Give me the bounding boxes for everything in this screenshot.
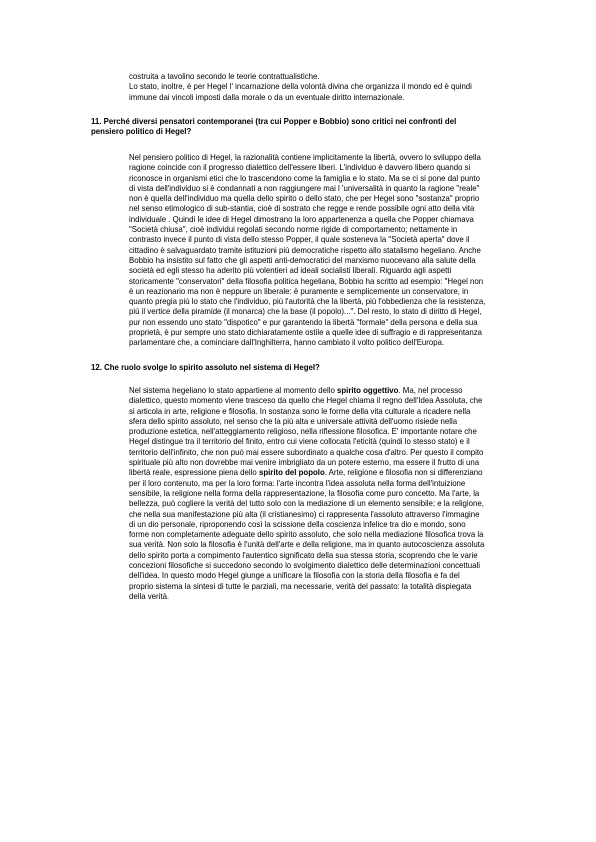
text-line: forme non completamente adeguate dello spirito assoluto, che solo nella mediazione filosofica trova la bbox=[129, 530, 484, 540]
text-line: produzione estetica, nell'atteggiamento religioso, nella riflessione filosofica. E' importante notare che bbox=[129, 427, 477, 437]
bold-term-spirito-del-popolo: spirito del popolo bbox=[258, 468, 325, 478]
text-line: contrasto invece il punto di vista dello stesso Popper, il quale sosteneva la "Società aperta" dove il bbox=[129, 235, 470, 245]
text-line: riconosce in organismi etici che lo trascendono come la famiglia e lo stato. Ma se ci si pone dal punto bbox=[129, 173, 480, 183]
text-line: proprio sistema la sintesi di tutte le parziali, ma necessarie, verità del passato: la totalità dispiegata bbox=[129, 581, 472, 591]
text-line: non è quella dell'individuo ma quella dello spirito o dello stato, che per Hegel sono "sostanza" proprio bbox=[129, 194, 480, 204]
answer-11-paragraph bbox=[129, 153, 539, 349]
question-12-heading bbox=[91, 363, 521, 373]
text-line: è un reazionario ma non è neppure un liberale: è puramente e semplicemente un conservatore, in bbox=[129, 286, 469, 296]
text-line: Nel pensiero politico di Hegel, la razionalità contiene implicitamente la libertà, ovvero lo sviluppo della bbox=[129, 153, 481, 162]
text-line: società ed egli stesso ha aderito più volentieri ad ideali socialisti liberali. Riguardo agli aspetti bbox=[129, 266, 452, 276]
text-line: cittadino è salvaguardato tramite istituzioni più democratiche rispetto allo statalismo hegeliano. Anche bbox=[129, 245, 481, 255]
text-line: proprietà, è pur sempre uno stato dichiaratamente ostile a quelle idee di suffragio e di rappresentanza bbox=[129, 328, 483, 338]
heading-line: 12. Che ruolo svolge lo spirito assoluto nel sistema di Hegel? bbox=[91, 363, 320, 372]
question-11-heading bbox=[91, 117, 521, 138]
text-line: pur non essendo uno stato "dispotico" e pur garantendo la libertà "formale" della persona e della sua bbox=[129, 317, 478, 327]
text-line: Lo stato, inoltre, è per Hegel l' incarnazione della volontà divina che organizza il mondo ed è quindi bbox=[129, 82, 472, 92]
text-run: libertà reale, espressione piena dello bbox=[129, 468, 259, 478]
text-line: "Società chiusa", cioè individui regolati secondo norme rigide di comportamento; nettamente in bbox=[129, 225, 458, 235]
text-line: Bobbio ha insistito sul fatto che gli aspetti anti-democratici del marxismo nuocevano alla salute della bbox=[129, 255, 476, 265]
text-line: che nella sua manifestazione più alta (il cristianesimo) ci rappresenta l'assoluto attraverso l'immagine bbox=[129, 509, 480, 519]
text-line: sua verità. Non solo la filosofia è l'unità dell'arte e della religione, ma in quanto autocoscienza assoluta bbox=[129, 540, 485, 550]
text-line: sensibile, la religione nella forma della rappresentazione, la filosofia come puro concetto. Ma l'arte, la bbox=[129, 488, 480, 498]
text-line: concezioni filosofiche si succedono secondo lo svolgimento dialettico delle determinazioni concettuali bbox=[129, 561, 480, 571]
text-line: di vista dell'individuo si è condannati a non raggiungere mai l 'universalità in quanto la ragione "reale" bbox=[129, 183, 480, 193]
text-line: individuale . Quindi le idee di Hegel dimostrano la loro appartenenza a quella che Popper chiamava bbox=[129, 214, 474, 224]
text-line: si articola in arte, religione e filosofia. In sostanza sono le forme della vita culturale a ricadere nella bbox=[129, 406, 471, 416]
text-line: di un dio personale, riproponendo così la scissione della coscienza infelice tra dio e mondo, sono bbox=[129, 519, 466, 529]
text-line: quanto pregia più lo stato che l'individuo, più l'autorità che la libertà, più l'obbedienza che la resistenza, bbox=[129, 297, 486, 307]
text-line: sfera dello spirito assoluto, nel senso che la più alta e universale attività dell'uomo risiede nella bbox=[129, 416, 458, 426]
text-line: ragione coincide con il progresso dialettico dell'essere liberi. L'individuo è davvero libero quando si bbox=[129, 163, 471, 173]
text-line: costruita a tavolino secondo le teorie contrattualistiche. bbox=[129, 72, 320, 81]
answer-12-paragraph bbox=[129, 386, 539, 602]
text-line: territorio dell'infinito, che non può mai essere subordinato a qualche cosa d'altro. Per questo il compito bbox=[129, 447, 484, 457]
text-line: più il vertice della piramide (il monarca) che la base (il popolo)...". Del resto, lo stato di diritto di Hegel, bbox=[129, 307, 482, 317]
text-line: della verità. bbox=[129, 591, 170, 601]
text-line: storicamente "conservatori" della filosofia politica hegeliana, Bobbio ha scritto ad esempio: "Hegel non bbox=[129, 276, 484, 286]
text-line: dello spirito porta a compimento l'autentico significato della sua stessa storia, scoprendo che le varie bbox=[129, 550, 478, 560]
text-run: Nel sistema hegeliano lo stato appartiene al momento dello bbox=[129, 386, 337, 395]
text-line: Hegel distingue tra il territorio del finito, entro cui viene collocata l'eticità (quindi lo stesso stato) e il bbox=[129, 437, 470, 447]
text-line: dialettico, questo momento viene trasceso da quello che Hegel chiama il regno dell'Idea Assoluta, che bbox=[129, 396, 483, 406]
intro-paragraph bbox=[129, 72, 509, 103]
text-line: spirituale più alto non dovrebbe mai venire imbrigliato da un potere esterno, ma essere il frutto di una bbox=[129, 458, 480, 468]
text-line bbox=[129, 468, 539, 478]
heading-line: pensiero politico di Hegel? bbox=[91, 127, 192, 137]
bold-term-spirito-oggettivo: spirito oggettivo bbox=[336, 386, 399, 395]
text-line: nel senso etimologico di sub-stantia, cioè di sostrato che regge e rende possibile ogni atto della vita bbox=[129, 204, 475, 214]
heading-line: 11. Perché diversi pensatori contemporanei (tra cui Popper e Bobbio) sono critici nei confronti del bbox=[91, 117, 457, 126]
text-run: . Ma, nel processo bbox=[398, 386, 463, 395]
text-line: per il loro contenuto, ma per la loro forma: l'arte incontra l'idea assoluta nella forma dell'intuizione bbox=[129, 478, 466, 488]
text-line: dell'idea. In questo modo Hegel giunge a unificare la filosofia con la storia della filosofia e fa del bbox=[129, 571, 460, 581]
text-line: immune dai vincoli imposti dalla morale o da un eventuale diritto internazionale. bbox=[129, 92, 405, 102]
text-line bbox=[129, 386, 539, 396]
text-line: bellezza, può cogliere la verità del tutto solo con la mediazione di un elemento sensibile; e la religione, bbox=[129, 499, 484, 509]
text-run: . Arte, religione e filosofia non si differenziano bbox=[324, 468, 483, 478]
text-line: parlamentare che, a cominciare dall'Inghilterra, hanno cambiato il volto politico dell'Europa. bbox=[129, 338, 445, 348]
